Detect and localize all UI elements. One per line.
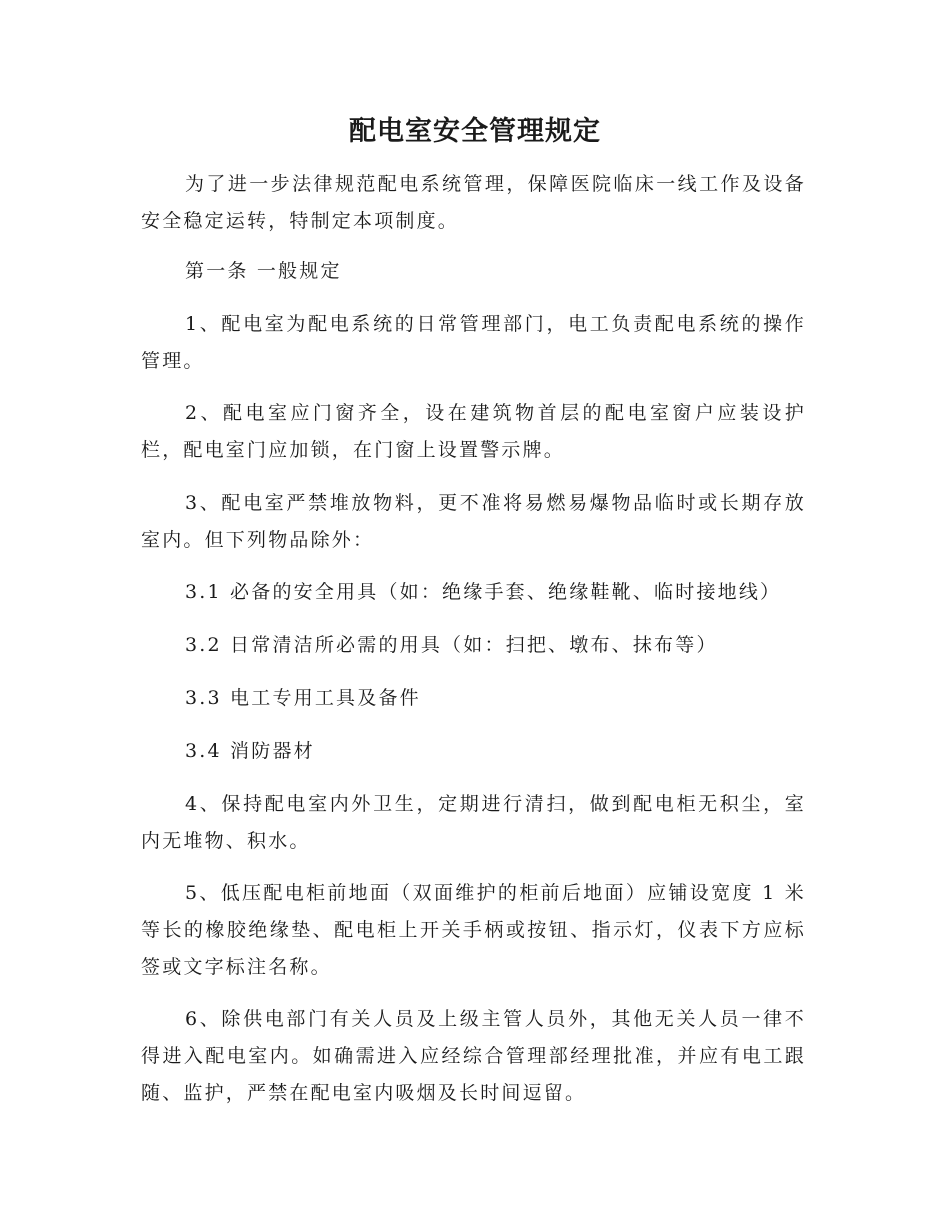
sub-item-3-3: 3.3 电工专用工具及备件 bbox=[185, 687, 421, 709]
rule-paragraph-1: 1、配电室为配电系统的日常管理部门，电工负责配电系统的操作管理。 bbox=[141, 313, 806, 372]
section-heading: 第一条 一般规定 bbox=[185, 260, 342, 282]
rule-paragraph-5: 5、低压配电柜前地面（双面维护的柜前后地面）应铺设宽度 1 米等长的橡胶绝缘垫、配电柜上开关手柄或按钮、指示灯，仪表下方应标签或文字标注名称。 bbox=[141, 882, 806, 978]
rule-paragraph-2: 2、配电室应门窗齐全，设在建筑物首层的配电室窗户应装设护栏，配电室门应加锁，在门窗上设置警示牌。 bbox=[141, 402, 806, 461]
document-title: 配电室安全管理规定 bbox=[349, 116, 601, 147]
intro-paragraph: 为了进一步法律规范配电系统管理，保障医院临床一线工作及设备安全稳定运转，特制定本项制度。 bbox=[141, 173, 806, 232]
sub-item-3-2: 3.2 日常清洁所必需的用具（如：扫把、墩布、抹布等） bbox=[185, 634, 718, 656]
sub-item-3-1: 3.1 必备的安全用具（如：绝缘手套、绝缘鞋靴、临时接地线） bbox=[185, 581, 782, 603]
sub-item-3-4: 3.4 消防器材 bbox=[185, 740, 315, 762]
rule-paragraph-6: 6、除供电部门有关人员及上级主管人员外，其他无关人员一律不得进入配电室内。如确需进入应经综合管理部经理批准，并应有电工跟随、监护，严禁在配电室内吸烟及长时间逗留。 bbox=[141, 1008, 806, 1104]
rule-paragraph-4: 4、保持配电室内外卫生，定期进行清扫，做到配电柜无积尘，室内无堆物、积水。 bbox=[141, 793, 806, 852]
rule-paragraph-3: 3、配电室严禁堆放物料，更不准将易燃易爆物品临时或长期存放室内。但下列物品除外： bbox=[141, 492, 806, 551]
